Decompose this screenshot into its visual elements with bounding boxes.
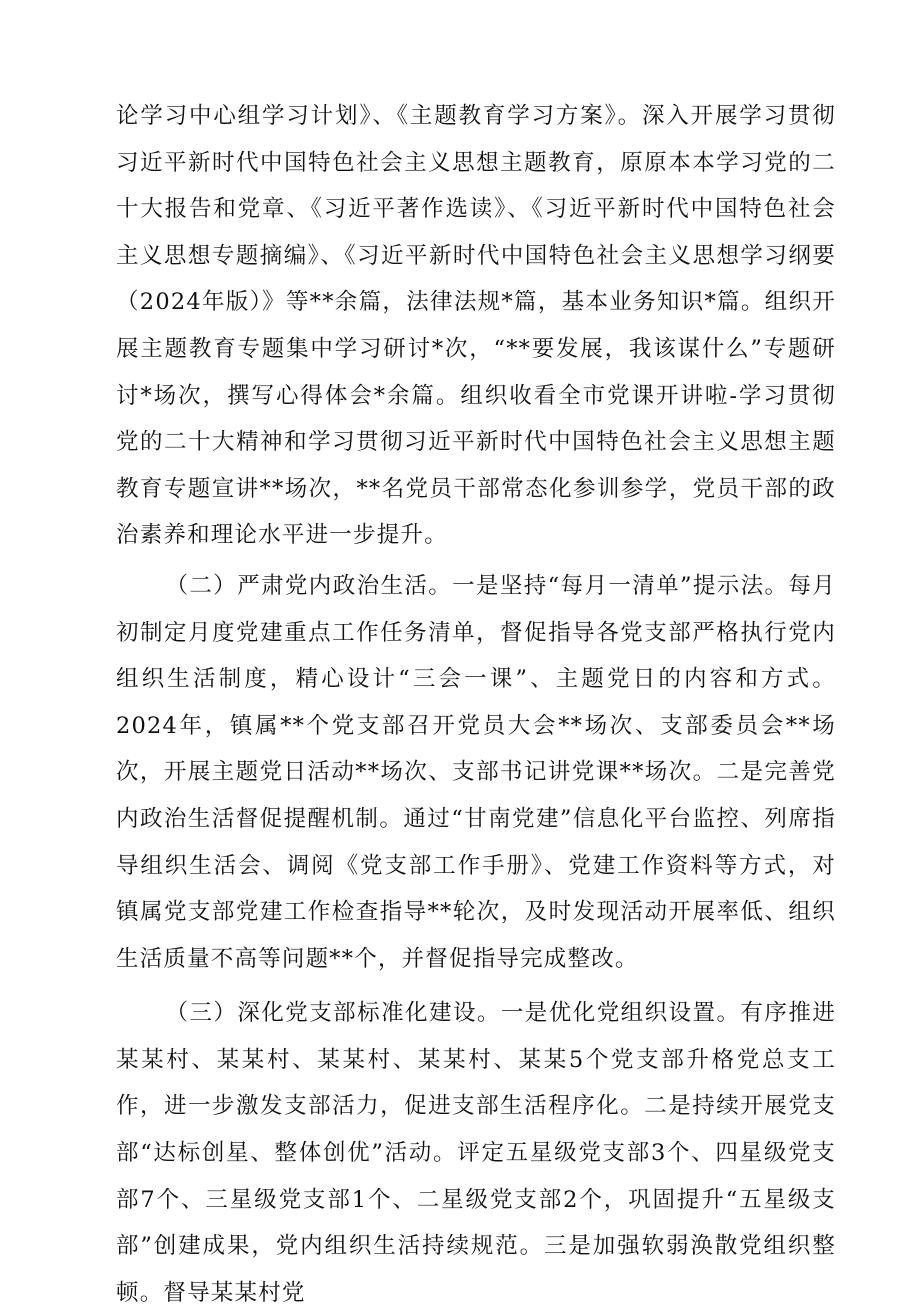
paragraph-theory-study: 论学习中心组学习计划》、《主题教育学习方案》。深入开展学习贯彻习近平新时代中国特色社会主义思想主题教育，原原本本学习党的二十大报告和党章、《习近平著作选读》、《习近平新时代中国特色社会主义思想专题摘编》、《习近平新时代中国特色社会主义思想学习纲要（2024年版）》等**余篇，法律法规*篇，基本业务知识*篇。组织开展主题教育专题集中学习研讨*次，“**要发展，我该谋什么”专题研讨*场次，撰写心得体会*余篇。组织收看全市党课开讲啦-学习贯彻党的二十大精神和学习贯彻习近平新时代中国特色社会主义思想主题教育专题宣讲**场次，**名党员干部常态化参训参学，党员干部的政治素养和理论水平进一步提升。 xyxy=(116,103,836,549)
document-body xyxy=(116,93,836,1316)
paragraph-political-life: （二）严肃党内政治生活。一是坚持“每月一清单”提示法。每月初制定月度党建重点工作任务清单，督促指导各党支部严格执行党内组织生活制度，精心设计“三会一课”、主题党日的内容和方式。2024年，镇属**个党支部召开党员大会**场次、支部委员会**场次，开展主题党日活动**场次、支部书记讲党课**场次。二是完善党内政治生活督促提醒机制。通过“甘南党建”信息化平台监控、列席指导组织生活会、调阅《党支部工作手册》、党建工作资料等方式，对镇属党支部党建工作检查指导**轮次，及时发现活动开展率低、组织生活质量不高等问题**个，并督促指导完成整改。 xyxy=(116,572,836,972)
paragraph-branch-standardization: （三）深化党支部标准化建设。一是优化党组织设置。有序推进某某村、某某村、某某村、某某村、某某5个党支部升格党总支工作，进一步激发支部活力，促进支部生活程序化。二是持续开展党支部“达标创星、整体创优”活动。评定五星级党支部3个、四星级党支部7个、三星级党支部1个、二星级党支部2个，巩固提升“五星级支部”创建成果，党内组织生活持续规范。三是加强软弱涣散党组织整顿。督导某某村党 xyxy=(116,1000,836,1306)
